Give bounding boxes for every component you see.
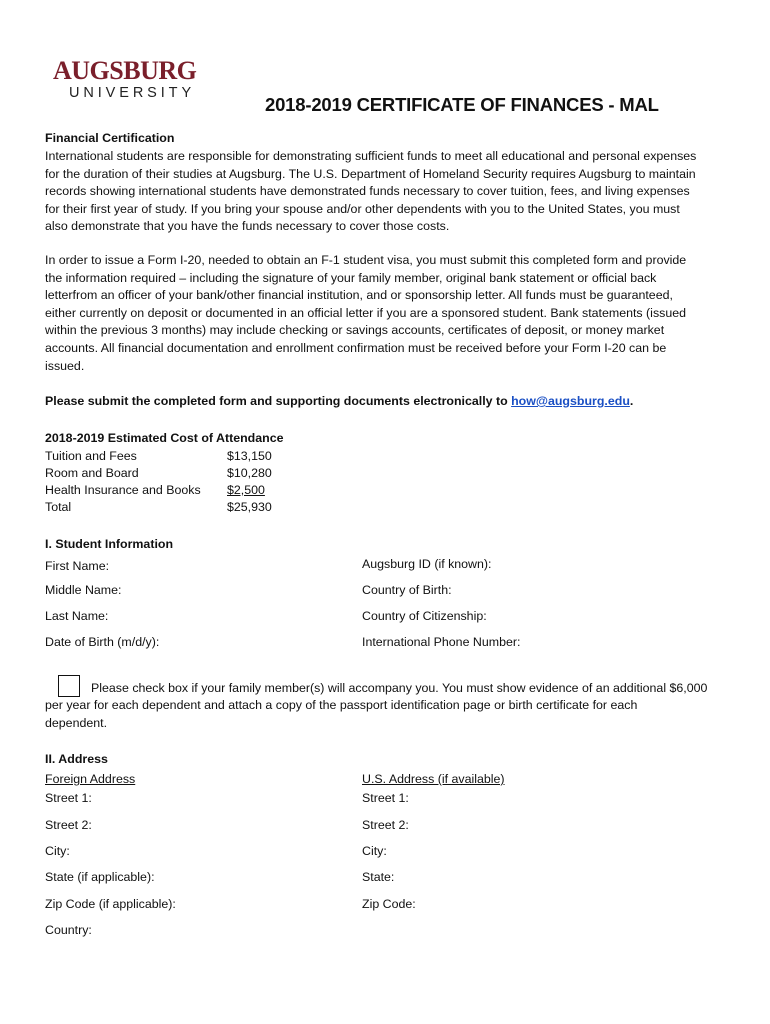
logo-wordmark: AUGSBURG [53,56,197,85]
us-state-field[interactable]: State: [362,870,395,884]
page-title: 2018-2019 CERTIFICATE OF FINANCES - MAL [265,94,659,115]
paragraph-line: In order to issue a Form I-20, needed to obtain an F-1 student visa, you must submit this completed form and provide [45,253,687,267]
country-of-citizenship-field[interactable]: Country of Citizenship: [362,609,487,623]
email-link[interactable]: how@augsburg.edu [511,394,630,408]
us-zip-field[interactable]: Zip Code: [362,897,416,911]
us-address-heading: U.S. Address (if available) [362,772,505,786]
first-name-field[interactable]: First Name: [45,559,110,573]
date-of-birth-field[interactable]: Date of Birth (m/d/y): [45,635,160,649]
cost-value: $13,150 [227,449,272,463]
submit-instruction [45,393,725,411]
phone-number-field[interactable]: International Phone Number: [362,635,521,649]
cost-label: Room and Board [45,466,139,480]
foreign-city-field[interactable]: City: [45,844,70,858]
foreign-street2-field[interactable]: Street 2: [45,818,92,832]
dependents-text-line: Please check box if your family member(s) will accompany you. You must show evidence of an additional $6,000 [91,681,708,695]
paragraph-line: the information required – including the signature of your family member, original bank statement or official back [45,270,657,285]
cost-value: $10,280 [227,466,272,480]
us-street2-field[interactable]: Street 2: [362,818,409,832]
cost-label: Tuition and Fees [45,449,137,463]
cost-label: Health Insurance and Books [45,483,201,497]
certification-paragraph-1 [45,148,725,236]
foreign-state-field[interactable]: State (if applicable): [45,870,155,884]
paragraph-line: also demonstrate that you have the funds necessary to cover those costs. [45,219,450,234]
foreign-zip-field[interactable]: Zip Code (if applicable): [45,897,176,911]
paragraph-line: International students are responsible for demonstrating sufficient funds to meet all educational and personal expenses [45,149,697,163]
paragraph-line: either currently on deposit or documented in an official letter if you are a sponsored student. Bank statements (issued [45,305,687,320]
country-of-birth-field[interactable]: Country of Birth: [362,583,452,597]
cost-heading: 2018-2019 Estimated Cost of Attendance [45,431,284,445]
dependents-checkbox[interactable] [58,675,80,697]
paragraph-line: records showing international students have demonstrated funds necessary to cover tuition, fees, and living expenses [45,184,690,199]
certification-paragraph-2 [45,252,725,375]
last-name-field[interactable]: Last Name: [45,609,109,623]
dependents-text-line: dependent. [45,716,108,730]
paragraph-line: within the previous 3 months) may include checking or savings accounts, certificates of deposit, or money market [45,323,665,338]
student-info-heading: I. Student Information [45,537,174,551]
us-city-field[interactable]: City: [362,844,387,858]
augsburg-id-field[interactable]: Augsburg ID (if known): [362,557,492,571]
logo-subtitle: UNIVERSITY [69,85,196,101]
paragraph-line: issued. [45,358,85,373]
financial-certification-heading: Financial Certification [45,131,175,145]
foreign-country-field[interactable]: Country: [45,923,92,937]
paragraph-line: letterfrom an officer of your bank/other financial institution, and or sponsorship letter. All funds must be guaranteed, [45,288,673,303]
cost-value: $25,930 [227,500,272,514]
foreign-street1-field[interactable]: Street 1: [45,791,92,805]
paragraph-line: for their first year of study. If you bring your spouse and/or other dependents with you to the United States, you must [45,201,680,216]
cost-label: Total [45,500,72,514]
submit-end: . [629,394,634,408]
foreign-address-heading: Foreign Address [45,772,136,786]
submit-text: Please submit the completed form and supporting documents electronically to [45,394,512,408]
address-heading: II. Address [45,752,108,766]
paragraph-line: accounts. All financial documentation and enrollment confirmation must be received before your Form I-20 can be [45,340,667,355]
dependents-text-line: per year for each dependent and attach a copy of the passport identification page or birth certificate for each [45,698,638,712]
us-street1-field[interactable]: Street 1: [362,791,409,805]
cost-value: $2,500 [227,483,265,497]
middle-name-field[interactable]: Middle Name: [45,583,122,597]
paragraph-line: for the duration of their studies at Augsburg. The U.S. Department of Homeland Security requires Augsburg to maintain [45,166,696,181]
